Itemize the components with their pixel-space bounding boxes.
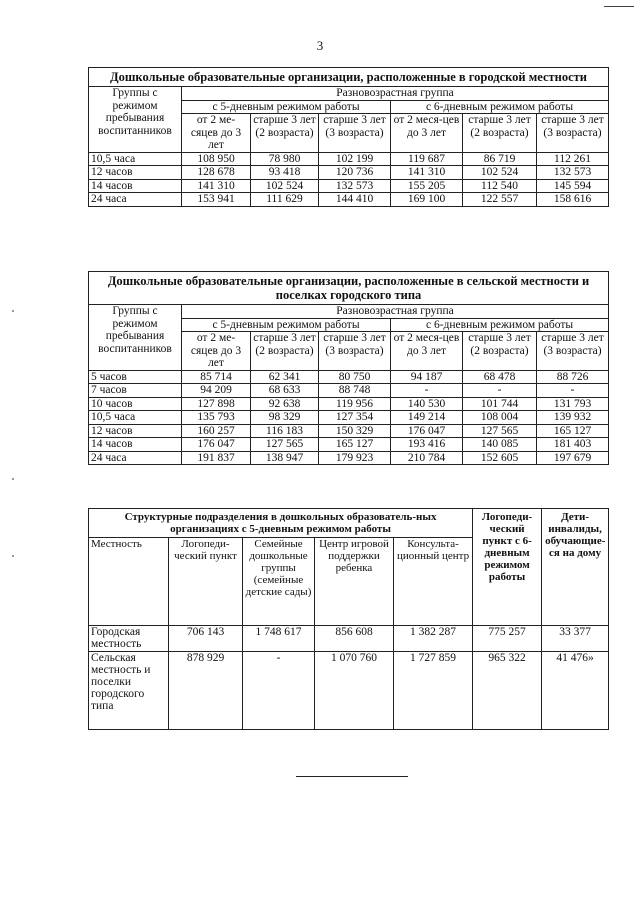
table-cell: 102 524 — [251, 179, 319, 193]
table-cell: 127 354 — [319, 411, 391, 425]
table-cell: 155 205 — [391, 179, 463, 193]
column-header: Логопеди-ческий пункт — [169, 538, 243, 626]
column-header: Семейные дошкольные группы (семейные детские сады) — [243, 538, 315, 626]
sub-header: старше 3 лет (2 возраста) — [463, 114, 537, 153]
table-cell: 86 719 — [463, 152, 537, 166]
table-cell: 88 748 — [319, 384, 391, 398]
table-cell: 78 980 — [251, 152, 319, 166]
table-row — [89, 370, 609, 384]
top-rule — [604, 6, 634, 7]
table-cell: 119 687 — [391, 152, 463, 166]
five-day-header: с 5-дневным режимом работы — [182, 318, 391, 332]
row-label: 7 часов — [89, 384, 182, 398]
table-cell: - — [463, 384, 537, 398]
table-row — [89, 411, 609, 425]
row-label: 14 часов — [89, 179, 182, 193]
table-cell: 176 047 — [391, 424, 463, 438]
sub-header: старше 3 лет (2 возраста) — [251, 332, 319, 371]
table-row — [89, 652, 609, 730]
sub-header: старше 3 лет (2 возраста) — [463, 332, 537, 371]
table-cell: 85 714 — [182, 370, 251, 384]
row-label: Городская местность — [89, 626, 169, 652]
table-cell: 856 608 — [315, 626, 394, 652]
group-header: Группы с режимом пребывания воспитанников — [89, 87, 182, 153]
table-cell: 1 748 617 — [243, 626, 315, 652]
table-row — [89, 397, 609, 411]
sub-header: от 2 меся-цев до 3 лет — [391, 114, 463, 153]
structural-units-table — [88, 508, 609, 730]
age-group-header: Разновозрастная группа — [182, 87, 609, 101]
table-cell: 179 923 — [319, 451, 391, 465]
five-day-header: с 5-дневным режимом работы — [182, 100, 391, 114]
table-cell: 165 127 — [319, 438, 391, 452]
group-header: Группы с режимом пребывания воспитанников — [89, 305, 182, 371]
table-cell: 153 941 — [182, 193, 251, 207]
table-title: Дошкольные образовательные организации, расположенные в городской местности — [89, 68, 609, 87]
table-cell: 108 004 — [463, 411, 537, 425]
table-cell: 111 629 — [251, 193, 319, 207]
table-cell: 191 837 — [182, 451, 251, 465]
row-label: 14 часов — [89, 438, 182, 452]
table-cell: 98 329 — [251, 411, 319, 425]
table-cell: - — [391, 384, 463, 398]
table-row — [89, 384, 609, 398]
table-cell: 1 727 859 — [394, 652, 473, 730]
page-number: 3 — [316, 38, 324, 53]
table-cell: 93 418 — [251, 166, 319, 180]
table-row — [89, 626, 609, 652]
sub-header: старше 3 лет (3 возраста) — [319, 332, 391, 371]
table-cell: 775 257 — [473, 626, 542, 652]
sub-header: от 2 меся-цев до 3 лет — [391, 332, 463, 371]
sub-header: старше 3 лет (3 возраста) — [537, 332, 609, 371]
table-cell: 62 341 — [251, 370, 319, 384]
table-cell: 965 322 — [473, 652, 542, 730]
table-cell: 165 127 — [537, 424, 609, 438]
table-cell: 94 187 — [391, 370, 463, 384]
table-cell: 92 638 — [251, 397, 319, 411]
table-cell: 94 209 — [182, 384, 251, 398]
row-label: 24 часа — [89, 193, 182, 207]
table-cell: 68 633 — [251, 384, 319, 398]
table-cell: 135 793 — [182, 411, 251, 425]
footer-rule — [296, 776, 408, 777]
table-cell: 169 100 — [391, 193, 463, 207]
column-header: Консульта-ционный центр — [394, 538, 473, 626]
table-cell: 101 744 — [463, 397, 537, 411]
table-cell: 141 310 — [182, 179, 251, 193]
table-title: Структурные подразделения в дошкольных образователь-ных организациях с 5-дневным режимом работы — [89, 509, 473, 538]
margin-mark — [12, 478, 14, 480]
table-cell: 102 524 — [463, 166, 537, 180]
table-cell: 33 377 — [542, 626, 609, 652]
table-cell: 210 784 — [391, 451, 463, 465]
table-cell: 112 261 — [537, 152, 609, 166]
urban-preschool-table — [88, 67, 609, 207]
table-cell: 140 085 — [463, 438, 537, 452]
table-cell: 139 932 — [537, 411, 609, 425]
table-row — [89, 424, 609, 438]
row-label: 10 часов — [89, 397, 182, 411]
table-cell: 149 214 — [391, 411, 463, 425]
table-cell: 1 070 760 — [315, 652, 394, 730]
sub-header: старше 3 лет (2 возраста) — [251, 114, 319, 153]
table-title: Дошкольные образовательные организации, расположенные в сельской местности и поселках городского типа — [89, 272, 609, 305]
table-cell: - — [243, 652, 315, 730]
column-header: Местность — [89, 538, 169, 626]
table-cell: 127 565 — [463, 424, 537, 438]
table-cell: 193 416 — [391, 438, 463, 452]
table-cell: 878 929 — [169, 652, 243, 730]
six-day-header: с 6-дневным режимом работы — [391, 318, 609, 332]
table-cell: 138 947 — [251, 451, 319, 465]
table-cell: 127 565 — [251, 438, 319, 452]
table-cell: 132 573 — [319, 179, 391, 193]
sub-header: старше 3 лет (3 возраста) — [537, 114, 609, 153]
margin-mark — [12, 310, 14, 312]
table-cell: 140 530 — [391, 397, 463, 411]
table-cell: 158 616 — [537, 193, 609, 207]
sub-header: от 2 ме-сяцев до 3 лет — [182, 114, 251, 153]
table-cell: 706 143 — [169, 626, 243, 652]
table-row — [89, 166, 609, 180]
column-header: Центр игровой поддержки ребенка — [315, 538, 394, 626]
sub-header: от 2 ме-сяцев до 3 лет — [182, 332, 251, 371]
table-cell: 119 956 — [319, 397, 391, 411]
table-row — [89, 438, 609, 452]
table-cell: 116 183 — [251, 424, 319, 438]
logoped-6day-header: Логопеди-ческий пункт с 6-дневным режимом работы — [473, 509, 542, 626]
table-row — [89, 451, 609, 465]
margin-mark — [12, 555, 14, 557]
table-cell: 102 199 — [319, 152, 391, 166]
table-cell: 128 678 — [182, 166, 251, 180]
table-cell: 145 594 — [537, 179, 609, 193]
row-label: 12 часов — [89, 166, 182, 180]
table-row — [89, 193, 609, 207]
row-label: Сельская местность и поселки городского типа — [89, 652, 169, 730]
table-cell: 122 557 — [463, 193, 537, 207]
table-cell: - — [537, 384, 609, 398]
table-cell: 176 047 — [182, 438, 251, 452]
table-cell: 88 726 — [537, 370, 609, 384]
table-cell: 197 679 — [537, 451, 609, 465]
table-row — [89, 152, 609, 166]
table-cell: 131 793 — [537, 397, 609, 411]
table-cell: 150 329 — [319, 424, 391, 438]
table-cell: 152 605 — [463, 451, 537, 465]
table-cell: 120 736 — [319, 166, 391, 180]
table-cell: 108 950 — [182, 152, 251, 166]
six-day-header: с 6-дневным режимом работы — [391, 100, 609, 114]
table-cell: 80 750 — [319, 370, 391, 384]
table-cell: 112 540 — [463, 179, 537, 193]
row-label: 10,5 часа — [89, 152, 182, 166]
table-row — [89, 179, 609, 193]
table-cell: 132 573 — [537, 166, 609, 180]
table-cell: 160 257 — [182, 424, 251, 438]
row-label: 12 часов — [89, 424, 182, 438]
row-label: 24 часа — [89, 451, 182, 465]
table-cell: 41 476» — [542, 652, 609, 730]
row-label: 10,5 часа — [89, 411, 182, 425]
sub-header: старше 3 лет (3 возраста) — [319, 114, 391, 153]
table-cell: 68 478 — [463, 370, 537, 384]
table-cell: 141 310 — [391, 166, 463, 180]
table-cell: 1 382 287 — [394, 626, 473, 652]
row-label: 5 часов — [89, 370, 182, 384]
age-group-header: Разновозрастная группа — [182, 305, 609, 319]
disabled-children-header: Дети-инвалиды, обучающие-ся на дому — [542, 509, 609, 626]
table-cell: 181 403 — [537, 438, 609, 452]
rural-preschool-table — [88, 271, 609, 465]
table-cell: 144 410 — [319, 193, 391, 207]
table-cell: 127 898 — [182, 397, 251, 411]
